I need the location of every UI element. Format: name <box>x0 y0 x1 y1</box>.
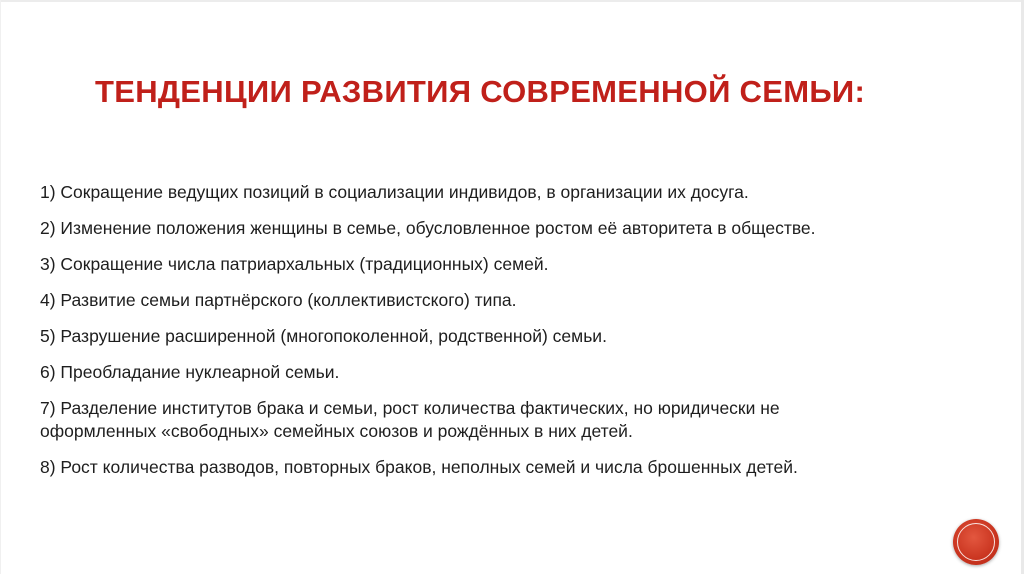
list-item <box>40 325 1000 348</box>
slide-title: ТЕНДЕНЦИИ РАЗВИТИЯ СОВРЕМЕННОЙ СЕМЬИ: <box>95 74 866 109</box>
slide-number-badge <box>953 519 999 565</box>
list-item <box>40 397 1000 443</box>
list-item-text: 8) Рост количества разводов, повторных браков, неполных семей и числа брошенных детей. <box>40 457 798 477</box>
badge-ring <box>957 523 995 561</box>
list-item <box>40 217 1000 240</box>
list-item-text: 4) Развитие семьи партнёрского (коллективистского) типа. <box>40 290 517 310</box>
list-item <box>40 181 1000 204</box>
list-item-text-continuation: оформленных «свободных» семейных союзов и рождённых в них детей. <box>40 421 633 441</box>
list-item-text: 5) Разрушение расширенной (многопоколенной, родственной) семьи. <box>40 326 607 346</box>
list-item-text: 1) Сокращение ведущих позиций в социализации индивидов, в организации их досуга. <box>40 182 749 202</box>
list-item-text: 7) Разделение институтов брака и семьи, рост количества фактических, но юридически не <box>40 398 780 418</box>
list-item-text: 3) Сокращение числа патриархальных (традиционных) семей. <box>40 254 549 274</box>
list-item-text: 2) Изменение положения женщины в семье, обусловленное ростом её авторитета в обществе. <box>40 218 816 238</box>
list-item <box>40 361 1000 384</box>
list-item <box>40 253 1000 276</box>
frame-top-edge <box>0 0 1024 2</box>
list-item <box>40 289 1000 312</box>
list-item-text: 6) Преобладание нуклеарной семьи. <box>40 362 340 382</box>
frame-left-edge <box>0 0 1 574</box>
trend-list <box>40 181 1000 492</box>
list-item <box>40 456 1000 479</box>
